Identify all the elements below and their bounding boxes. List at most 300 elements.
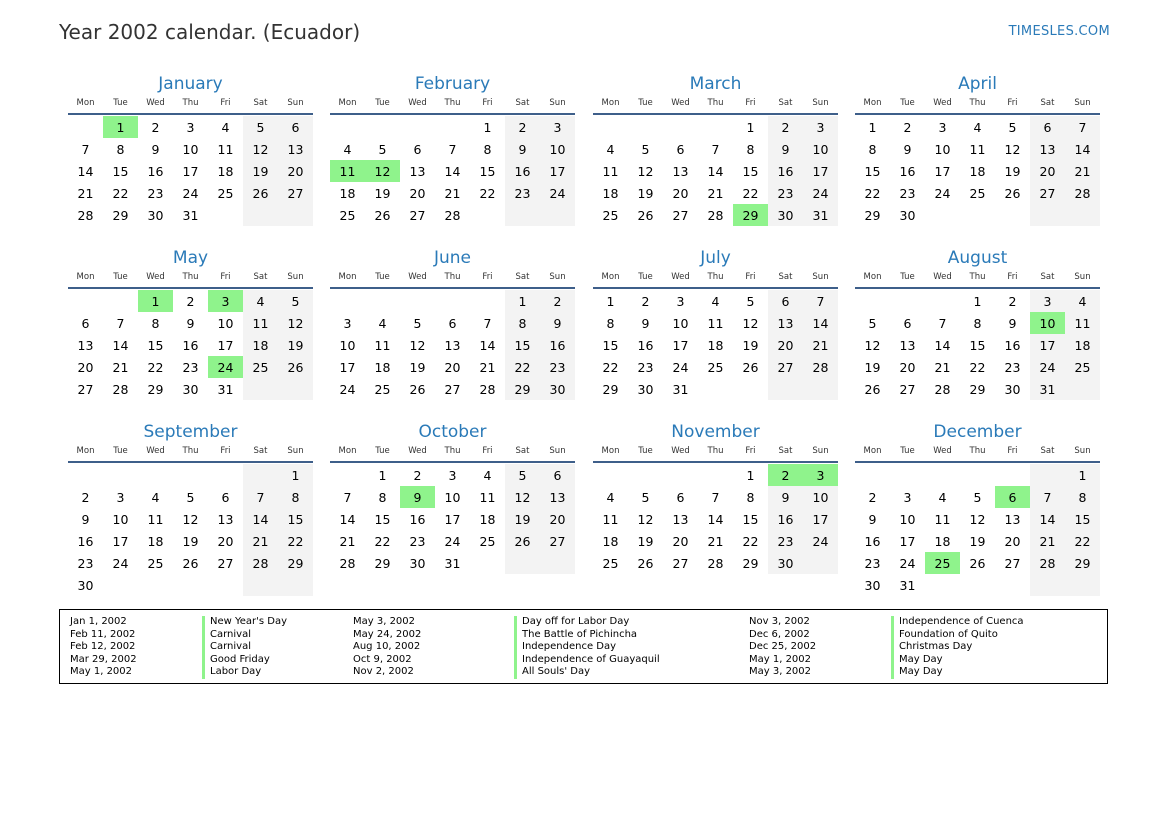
day-cell: 20 bbox=[77, 359, 94, 375]
day-cell: 21 bbox=[1065, 160, 1100, 182]
day-cell: 10 bbox=[899, 511, 916, 527]
day-cell: 28 bbox=[339, 555, 356, 571]
weekday-label: Mon bbox=[863, 446, 882, 456]
day-cell: 13 bbox=[217, 511, 234, 527]
day-cell: 25 bbox=[707, 359, 724, 375]
legend-date: May 1, 2002 bbox=[70, 666, 133, 678]
empty-day-cell bbox=[330, 464, 365, 486]
day-cell: 28 bbox=[1030, 552, 1065, 574]
weekday-label: Sat bbox=[778, 446, 793, 456]
empty-day-cell bbox=[435, 290, 470, 312]
day-cell: 4 bbox=[606, 141, 615, 157]
weekday-label: Fri bbox=[745, 98, 756, 108]
empty-day-cell bbox=[138, 464, 173, 486]
day-cell: 2 bbox=[540, 290, 575, 312]
day-cell: 13 bbox=[1004, 511, 1021, 527]
weekday-label: Mon bbox=[338, 98, 357, 108]
legend-date: Jan 1, 2002 bbox=[70, 616, 127, 627]
day-cell: 15 bbox=[112, 163, 129, 179]
day-cell: 14 bbox=[934, 337, 951, 353]
day-cell: 16 bbox=[1004, 337, 1021, 353]
day-cell: 7 bbox=[711, 489, 720, 505]
weekday-label: Wed bbox=[933, 98, 952, 108]
legend-holiday-name: Labor Day bbox=[202, 666, 287, 679]
day-cell: 9 bbox=[186, 315, 195, 331]
day-cell: 29 bbox=[112, 207, 129, 223]
weekday-label: Thu bbox=[969, 272, 986, 282]
header-rule bbox=[330, 287, 575, 289]
day-cell: 11 bbox=[602, 163, 619, 179]
day-cell: 21 bbox=[243, 530, 278, 552]
day-cell: 13 bbox=[672, 511, 689, 527]
day-cell: 15 bbox=[742, 511, 759, 527]
month-september bbox=[68, 421, 313, 596]
day-cell: 22 bbox=[969, 359, 986, 375]
day-cell: 16 bbox=[77, 533, 94, 549]
weekday-label: Thu bbox=[444, 272, 461, 282]
weekday-label: Mon bbox=[338, 446, 357, 456]
day-cell: 25 bbox=[147, 555, 164, 571]
day-cell: 12 bbox=[243, 138, 278, 160]
day-cell: 19 bbox=[742, 337, 759, 353]
day-cell: 1 bbox=[505, 290, 540, 312]
weekday-label: Sat bbox=[515, 446, 530, 456]
day-cell: 26 bbox=[182, 555, 199, 571]
holiday-day-cell: 11 bbox=[330, 160, 365, 182]
day-cell: 25 bbox=[339, 207, 356, 223]
day-cell: 14 bbox=[1065, 138, 1100, 160]
month-august bbox=[855, 247, 1100, 400]
day-cell: 5 bbox=[1008, 119, 1017, 135]
day-cell: 24 bbox=[803, 182, 838, 204]
day-cell: 7 bbox=[448, 141, 457, 157]
day-cell: 11 bbox=[707, 315, 724, 331]
day-cell: 9 bbox=[868, 511, 877, 527]
weekday-label: Wed bbox=[671, 272, 690, 282]
day-cell: 3 bbox=[343, 315, 352, 331]
day-grid bbox=[330, 464, 575, 574]
weekday-label: Sun bbox=[287, 272, 304, 282]
legend-holiday-name: May Day bbox=[891, 654, 1024, 667]
weekday-header bbox=[330, 443, 575, 459]
day-cell: 17 bbox=[444, 511, 461, 527]
weekday-label: Sun bbox=[1074, 98, 1091, 108]
empty-day-cell bbox=[803, 378, 838, 400]
month-january bbox=[68, 73, 313, 226]
day-cell: 1 bbox=[973, 293, 982, 309]
legend-holiday-name: Independence of Guayaquil bbox=[514, 654, 660, 667]
weekday-label: Fri bbox=[1007, 446, 1018, 456]
header-rule bbox=[855, 287, 1100, 289]
day-cell: 16 bbox=[768, 160, 803, 182]
day-cell: 3 bbox=[186, 119, 195, 135]
legend-dates-col-1 bbox=[70, 616, 137, 679]
day-cell: 18 bbox=[339, 185, 356, 201]
day-cell: 23 bbox=[540, 356, 575, 378]
day-cell: 18 bbox=[374, 359, 391, 375]
day-cell: 27 bbox=[540, 530, 575, 552]
month-april bbox=[855, 73, 1100, 226]
empty-day-cell bbox=[925, 290, 960, 312]
empty-day-cell bbox=[470, 204, 505, 226]
empty-day-cell bbox=[960, 574, 995, 596]
day-cell: 18 bbox=[1065, 334, 1100, 356]
empty-day-cell bbox=[208, 204, 243, 226]
empty-day-cell bbox=[330, 116, 365, 138]
day-cell: 5 bbox=[278, 290, 313, 312]
empty-day-cell bbox=[663, 116, 698, 138]
day-cell: 24 bbox=[803, 530, 838, 552]
weekday-label: Thu bbox=[707, 98, 724, 108]
day-cell: 24 bbox=[934, 185, 951, 201]
day-cell: 2 bbox=[768, 116, 803, 138]
day-cell: 4 bbox=[606, 489, 615, 505]
day-cell: 8 bbox=[746, 489, 755, 505]
month-name: May bbox=[172, 248, 209, 268]
legend-names-col-2 bbox=[514, 616, 660, 679]
day-cell: 6 bbox=[1030, 116, 1065, 138]
day-cell: 9 bbox=[903, 141, 912, 157]
month-february bbox=[330, 73, 575, 226]
day-cell: 1 bbox=[746, 467, 755, 483]
day-cell: 30 bbox=[768, 204, 803, 226]
legend-date: Feb 12, 2002 bbox=[70, 641, 136, 653]
day-cell: 3 bbox=[903, 489, 912, 505]
day-cell: 15 bbox=[1065, 508, 1100, 530]
day-cell: 26 bbox=[278, 356, 313, 378]
empty-day-cell bbox=[1065, 574, 1100, 596]
day-cell: 24 bbox=[182, 185, 199, 201]
day-cell: 15 bbox=[147, 337, 164, 353]
empty-day-cell bbox=[995, 574, 1030, 596]
weekday-label: Tue bbox=[113, 446, 128, 456]
day-cell: 5 bbox=[243, 116, 278, 138]
day-cell: 13 bbox=[672, 163, 689, 179]
weekday-label: Tue bbox=[638, 272, 653, 282]
day-cell: 17 bbox=[803, 508, 838, 530]
legend-holiday-name: May Day bbox=[891, 666, 1024, 679]
empty-day-cell bbox=[68, 290, 103, 312]
day-cell: 27 bbox=[444, 381, 461, 397]
weekday-header bbox=[855, 443, 1100, 459]
weekday-label: Fri bbox=[220, 98, 231, 108]
day-cell: 22 bbox=[602, 359, 619, 375]
header-rule bbox=[855, 113, 1100, 115]
header-rule bbox=[593, 287, 838, 289]
empty-day-cell bbox=[1065, 378, 1100, 400]
day-cell: 23 bbox=[505, 182, 540, 204]
empty-day-cell bbox=[890, 464, 925, 486]
empty-day-cell bbox=[278, 204, 313, 226]
day-cell: 21 bbox=[803, 334, 838, 356]
weekday-label: Thu bbox=[444, 98, 461, 108]
month-name: November bbox=[671, 422, 760, 442]
day-cell: 13 bbox=[768, 312, 803, 334]
day-cell: 22 bbox=[112, 185, 129, 201]
day-cell: 21 bbox=[339, 533, 356, 549]
empty-day-cell bbox=[855, 464, 890, 486]
weekday-label: Tue bbox=[375, 272, 390, 282]
day-cell: 4 bbox=[1065, 290, 1100, 312]
day-cell: 2 bbox=[413, 467, 422, 483]
day-cell: 21 bbox=[112, 359, 129, 375]
day-cell: 11 bbox=[243, 312, 278, 334]
day-cell: 13 bbox=[278, 138, 313, 160]
day-cell: 13 bbox=[540, 486, 575, 508]
day-cell: 16 bbox=[409, 511, 426, 527]
empty-day-cell bbox=[628, 464, 663, 486]
legend-date: Aug 10, 2002 bbox=[353, 641, 421, 653]
month-name: March bbox=[689, 74, 742, 94]
day-cell: 25 bbox=[602, 555, 619, 571]
weekday-label: Fri bbox=[482, 272, 493, 282]
weekday-label: Mon bbox=[338, 272, 357, 282]
holiday-legend bbox=[59, 609, 1108, 684]
weekday-label: Fri bbox=[220, 272, 231, 282]
weekday-label: Mon bbox=[76, 446, 95, 456]
weekday-label: Sun bbox=[1074, 272, 1091, 282]
empty-day-cell bbox=[103, 464, 138, 486]
day-cell: 29 bbox=[147, 381, 164, 397]
weekday-label: Thu bbox=[182, 98, 199, 108]
month-march bbox=[593, 73, 838, 226]
day-cell: 7 bbox=[343, 489, 352, 505]
day-cell: 31 bbox=[182, 207, 199, 223]
legend-holiday-name: All Souls' Day bbox=[514, 666, 660, 679]
day-cell: 18 bbox=[707, 337, 724, 353]
empty-day-cell bbox=[68, 464, 103, 486]
day-grid bbox=[593, 116, 838, 226]
legend-holiday-name: Carnival bbox=[202, 641, 287, 654]
site-link[interactable]: TIMESLES.COM bbox=[1008, 24, 1110, 39]
day-cell: 14 bbox=[1030, 508, 1065, 530]
day-cell: 20 bbox=[672, 533, 689, 549]
day-cell: 6 bbox=[676, 141, 685, 157]
day-cell: 10 bbox=[217, 315, 234, 331]
day-cell: 17 bbox=[1030, 334, 1065, 356]
empty-day-cell bbox=[925, 574, 960, 596]
day-cell: 28 bbox=[1065, 182, 1100, 204]
day-cell: 22 bbox=[864, 185, 881, 201]
weekday-label: Sat bbox=[253, 98, 268, 108]
header-rule bbox=[330, 461, 575, 463]
day-cell: 19 bbox=[1004, 163, 1021, 179]
day-cell: 22 bbox=[1065, 530, 1100, 552]
weekday-label: Wed bbox=[671, 446, 690, 456]
day-grid bbox=[330, 116, 575, 226]
empty-day-cell bbox=[400, 116, 435, 138]
day-cell: 30 bbox=[768, 552, 803, 574]
day-cell: 6 bbox=[278, 116, 313, 138]
month-july bbox=[593, 247, 838, 400]
day-cell: 5 bbox=[641, 489, 650, 505]
day-cell: 27 bbox=[409, 207, 426, 223]
empty-day-cell bbox=[960, 204, 995, 226]
day-cell: 9 bbox=[768, 486, 803, 508]
legend-holiday-name: Day off for Labor Day bbox=[514, 616, 660, 629]
weekday-label: Tue bbox=[638, 446, 653, 456]
day-cell: 2 bbox=[868, 489, 877, 505]
day-cell: 15 bbox=[374, 511, 391, 527]
legend-holiday-name: Foundation of Quito bbox=[891, 629, 1024, 642]
day-cell: 14 bbox=[479, 337, 496, 353]
day-cell: 19 bbox=[374, 185, 391, 201]
day-cell: 27 bbox=[1004, 555, 1021, 571]
day-grid bbox=[855, 116, 1100, 226]
weekday-header bbox=[68, 443, 313, 459]
day-cell: 29 bbox=[374, 555, 391, 571]
day-cell: 12 bbox=[637, 511, 654, 527]
day-cell: 22 bbox=[742, 533, 759, 549]
day-cell: 25 bbox=[374, 381, 391, 397]
day-cell: 19 bbox=[505, 508, 540, 530]
day-cell: 14 bbox=[339, 511, 356, 527]
holiday-day-cell: 3 bbox=[803, 464, 838, 486]
weekday-label: Sat bbox=[778, 98, 793, 108]
day-cell: 8 bbox=[483, 141, 492, 157]
empty-day-cell bbox=[243, 574, 278, 596]
day-cell: 23 bbox=[637, 359, 654, 375]
day-cell: 19 bbox=[182, 533, 199, 549]
day-cell: 28 bbox=[707, 555, 724, 571]
legend-date: Nov 3, 2002 bbox=[749, 616, 810, 627]
legend-holiday-name: Good Friday bbox=[202, 654, 287, 667]
day-cell: 8 bbox=[278, 486, 313, 508]
day-cell: 20 bbox=[540, 508, 575, 530]
empty-day-cell bbox=[803, 552, 838, 574]
day-cell: 21 bbox=[707, 533, 724, 549]
day-cell: 4 bbox=[151, 489, 160, 505]
legend-date: Oct 9, 2002 bbox=[353, 653, 412, 665]
day-cell: 22 bbox=[505, 356, 540, 378]
weekday-label: Sun bbox=[549, 98, 566, 108]
legend-names-col-3 bbox=[891, 616, 1024, 679]
day-cell: 23 bbox=[864, 555, 881, 571]
weekday-label: Tue bbox=[113, 272, 128, 282]
weekday-label: Tue bbox=[638, 98, 653, 108]
weekday-label: Fri bbox=[482, 446, 493, 456]
day-cell: 16 bbox=[540, 334, 575, 356]
day-cell: 23 bbox=[409, 533, 426, 549]
empty-day-cell bbox=[208, 574, 243, 596]
day-cell: 17 bbox=[899, 533, 916, 549]
weekday-label: Wed bbox=[146, 272, 165, 282]
day-cell: 7 bbox=[243, 486, 278, 508]
day-cell: 29 bbox=[602, 381, 619, 397]
day-grid bbox=[593, 290, 838, 400]
day-cell: 15 bbox=[602, 337, 619, 353]
day-grid bbox=[68, 464, 313, 596]
legend-date: May 3, 2002 bbox=[353, 616, 416, 627]
day-cell: 20 bbox=[278, 160, 313, 182]
weekday-label: Wed bbox=[933, 446, 952, 456]
empty-day-cell bbox=[925, 464, 960, 486]
empty-day-cell bbox=[1030, 464, 1065, 486]
month-name: October bbox=[418, 422, 487, 442]
day-cell: 20 bbox=[672, 185, 689, 201]
day-cell: 7 bbox=[483, 315, 492, 331]
day-cell: 2 bbox=[151, 119, 160, 135]
header-rule bbox=[593, 113, 838, 115]
weekday-label: Sat bbox=[778, 272, 793, 282]
day-cell: 26 bbox=[637, 555, 654, 571]
day-cell: 15 bbox=[505, 334, 540, 356]
day-cell: 21 bbox=[444, 185, 461, 201]
day-cell: 5 bbox=[973, 489, 982, 505]
day-cell: 22 bbox=[479, 185, 496, 201]
weekday-header bbox=[855, 95, 1100, 111]
weekday-label: Sat bbox=[1040, 272, 1055, 282]
holiday-day-cell: 12 bbox=[365, 160, 400, 182]
day-cell: 23 bbox=[768, 530, 803, 552]
weekday-label: Wed bbox=[146, 98, 165, 108]
day-cell: 6 bbox=[903, 315, 912, 331]
day-cell: 20 bbox=[444, 359, 461, 375]
legend-date: May 24, 2002 bbox=[353, 628, 422, 640]
month-name: February bbox=[414, 74, 491, 94]
legend-date: May 1, 2002 bbox=[749, 653, 812, 665]
day-cell: 2 bbox=[641, 293, 650, 309]
day-cell: 4 bbox=[711, 293, 720, 309]
day-cell: 18 bbox=[479, 511, 496, 527]
day-cell: 13 bbox=[409, 163, 426, 179]
day-cell: 9 bbox=[505, 138, 540, 160]
day-cell: 6 bbox=[540, 464, 575, 486]
empty-day-cell bbox=[1030, 204, 1065, 226]
day-cell: 8 bbox=[868, 141, 877, 157]
day-cell: 10 bbox=[112, 511, 129, 527]
day-cell: 10 bbox=[339, 337, 356, 353]
month-december bbox=[855, 421, 1100, 596]
month-name: September bbox=[143, 422, 238, 442]
day-cell: 6 bbox=[413, 141, 422, 157]
day-cell: 24 bbox=[112, 555, 129, 571]
day-cell: 11 bbox=[217, 141, 234, 157]
day-cell: 7 bbox=[711, 141, 720, 157]
day-cell: 25 bbox=[243, 356, 278, 378]
day-cell: 12 bbox=[409, 337, 426, 353]
day-cell: 3 bbox=[803, 116, 838, 138]
day-cell: 26 bbox=[505, 530, 540, 552]
empty-day-cell bbox=[628, 116, 663, 138]
day-cell: 20 bbox=[409, 185, 426, 201]
day-cell: 29 bbox=[969, 381, 986, 397]
day-cell: 26 bbox=[864, 381, 881, 397]
day-cell: 8 bbox=[1065, 486, 1100, 508]
weekday-label: Sat bbox=[1040, 446, 1055, 456]
weekday-label: Sat bbox=[253, 272, 268, 282]
day-cell: 4 bbox=[938, 489, 947, 505]
day-grid bbox=[68, 290, 313, 400]
day-cell: 11 bbox=[1065, 312, 1100, 334]
day-cell: 16 bbox=[147, 163, 164, 179]
day-cell: 3 bbox=[540, 116, 575, 138]
day-cell: 18 bbox=[217, 163, 234, 179]
day-cell: 16 bbox=[637, 337, 654, 353]
month-october bbox=[330, 421, 575, 574]
day-cell: 9 bbox=[540, 312, 575, 334]
weekday-label: Wed bbox=[408, 98, 427, 108]
day-cell: 14 bbox=[707, 511, 724, 527]
empty-day-cell bbox=[890, 290, 925, 312]
day-cell: 10 bbox=[934, 141, 951, 157]
empty-day-cell bbox=[103, 290, 138, 312]
day-cell: 2 bbox=[1008, 293, 1017, 309]
day-cell: 27 bbox=[278, 182, 313, 204]
header-rule bbox=[593, 461, 838, 463]
day-cell: 1 bbox=[278, 464, 313, 486]
day-cell: 4 bbox=[343, 141, 352, 157]
